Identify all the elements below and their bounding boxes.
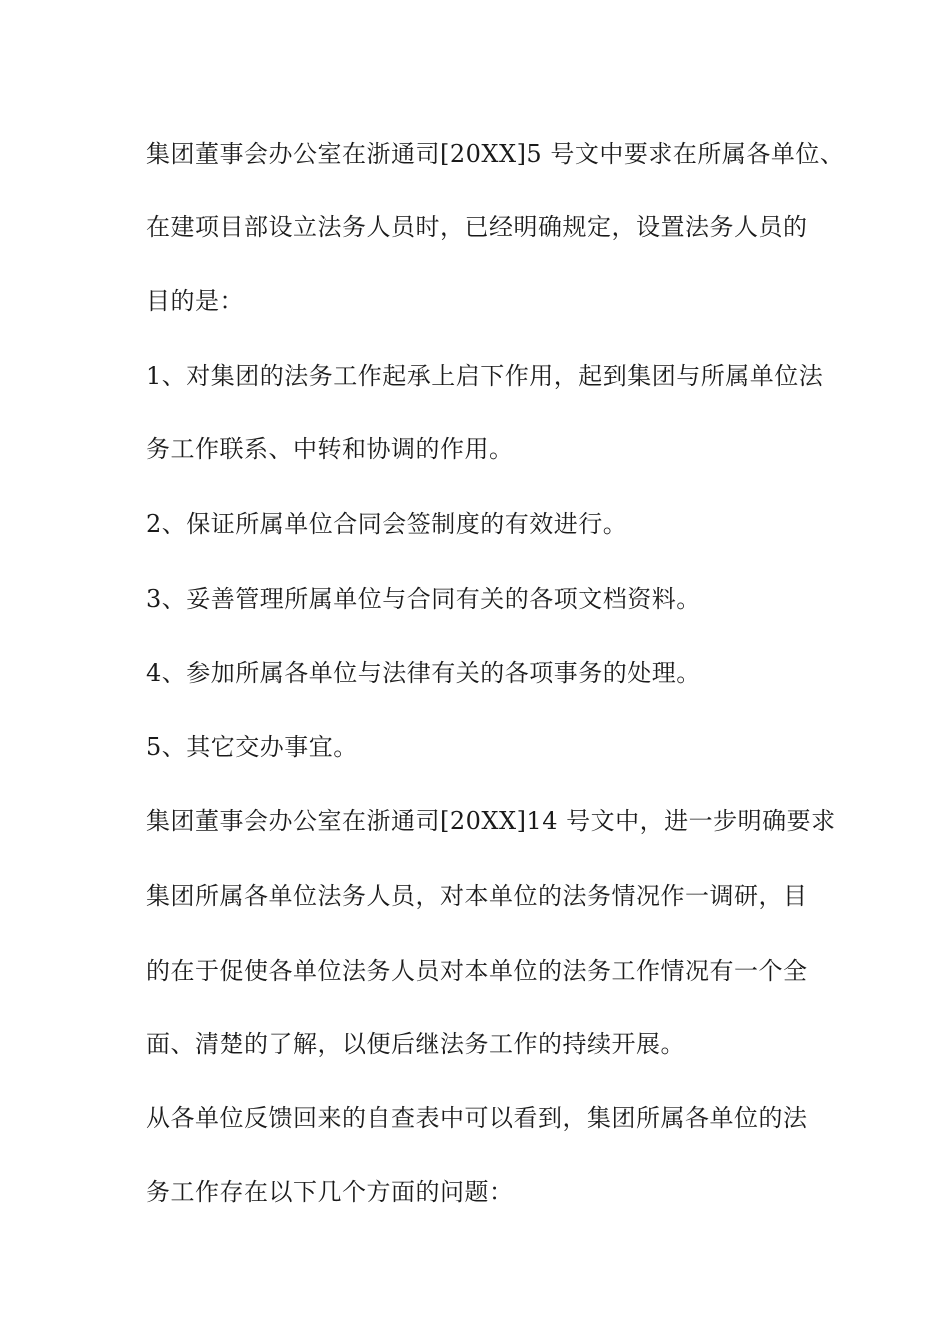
- list-item-4: 4、参加所属各单位与法律有关的各项事务的处理。: [146, 659, 701, 687]
- list-item-2: 2、保证所属单位合同会签制度的有效进行。: [146, 510, 628, 538]
- list-item-1-line-2: 务工作联系、中转和协调的作用。: [146, 435, 514, 463]
- paragraph-3-line-2: 务工作存在以下几个方面的问题：: [146, 1178, 514, 1206]
- paragraph-2-line-1: 集团董事会办公室在浙通司[20XX]14 号文中，进一步明确要求: [146, 807, 836, 835]
- list-item-5: 5、其它交办事宜。: [146, 733, 358, 761]
- paragraph-2-line-3: 的在于促使各单位法务人员对本单位的法务工作情况有一个全: [146, 957, 808, 985]
- paragraph-2-line-2: 集团所属各单位法务人员，对本单位的法务情况作一调研，目: [146, 882, 808, 910]
- paragraph-2-line-4: 面、清楚的了解，以便后继法务工作的持续开展。: [146, 1030, 685, 1058]
- list-item-3: 3、妥善管理所属单位与合同有关的各项文档资料。: [146, 585, 701, 613]
- paragraph-1-line-1: 集团董事会办公室在浙通司[20XX]5 号文中要求在所属各单位、: [146, 140, 845, 168]
- paragraph-1-line-2: 在建项目部设立法务人员时，已经明确规定，设置法务人员的: [146, 213, 808, 241]
- paragraph-1-line-3: 目的是：: [146, 287, 244, 315]
- paragraph-3-line-1: 从各单位反馈回来的自查表中可以看到，集团所属各单位的法: [146, 1104, 808, 1132]
- list-item-1-line-1: 1、对集团的法务工作起承上启下作用，起到集团与所属单位法: [146, 362, 824, 390]
